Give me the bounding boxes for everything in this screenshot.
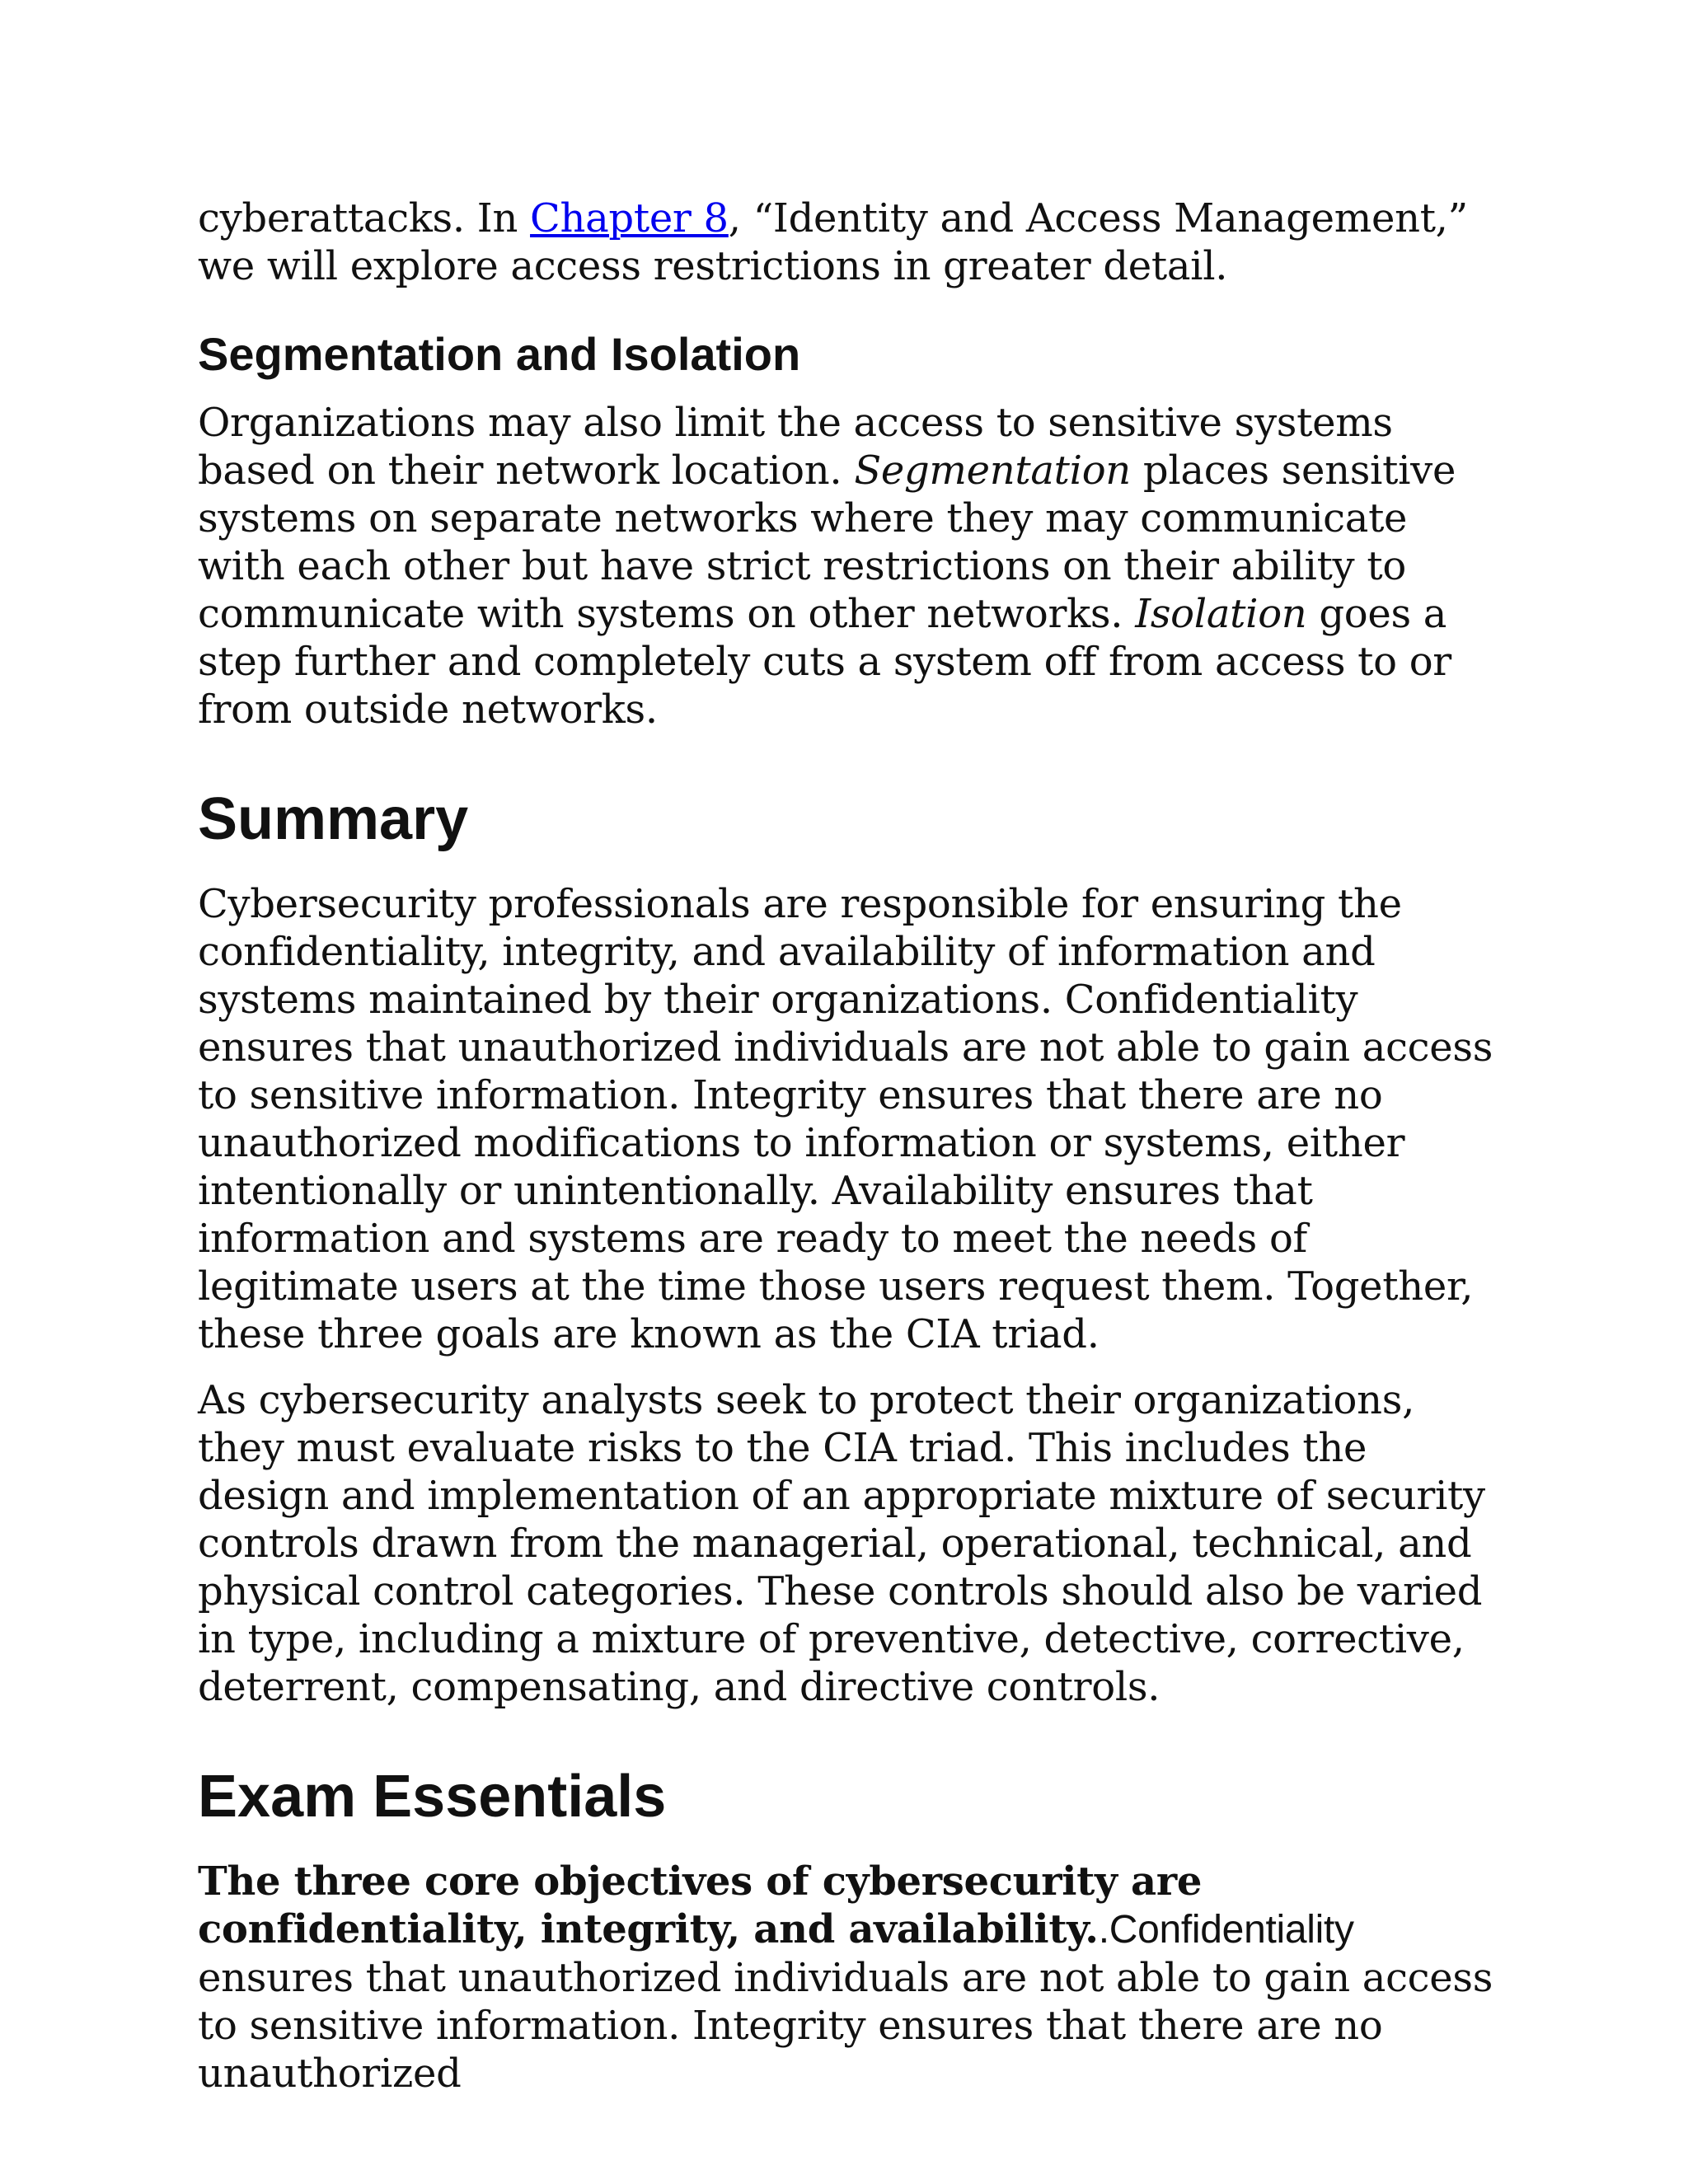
segmentation-text-1: Organizations may also limit the access to sensitive systems based on their network location.	[198, 400, 1393, 494]
exam-essentials-heading: Exam Essentials	[198, 1764, 667, 1830]
summary-paragraph-1: Cybersecurity professionals are responsible for ensuring the confidentiality, integrity, and availability of information and systems maintained by their organizations. Confidentiality ensures that unauthorized individuals are not able to gain access to sensitive information. Integrity ensures that there are no unauthorized modifications to information or systems, either intentionally or unintentionally. Availability ensures that information and systems are ready to meet the needs of legitimate users at the time those users request them. Together, these three goals are known as the CIA triad.	[198, 881, 1493, 1357]
segmentation-heading: Segmentation and Isolation	[198, 328, 801, 380]
segmentation-text-3: goes a step further and completely cuts a system off from access to or from outside networks.	[198, 591, 1451, 733]
summary-heading: Summary	[198, 786, 469, 852]
exam-essentials-lead: The three core objectives of cybersecurity are confidentiality, integrity, and availability.	[198, 1858, 1203, 1952]
page-content	[198, 194, 1500, 2097]
segmentation-paragraph	[198, 399, 1500, 733]
segmentation-term: Segmentation	[854, 448, 1131, 494]
exam-essentials-text: ensures that unauthorized individuals are not able to gain access to sensitive information. Integrity ensures that there are no unauthorized	[198, 1955, 1493, 2097]
chapter-8-link[interactable]: Chapter 8	[530, 195, 729, 241]
segmentation-text-2: places sensitive systems on separate networks where they may communicate with each other but have strict restrictions on their ability to communicate with systems on other networks.	[198, 448, 1456, 637]
intro-text-start: cyberattacks. In	[198, 195, 531, 241]
intro-text-end: , “Identity and Access Management,” we will explore access restrictions in greater detail.	[198, 195, 1468, 289]
isolation-term: Isolation	[1135, 591, 1307, 637]
exam-essentials-run: .Confidentiality	[1098, 1908, 1354, 1952]
exam-essentials-paragraph	[198, 1858, 1500, 2097]
intro-paragraph	[198, 194, 1500, 290]
summary-paragraph-2: As cybersecurity analysts seek to protect their organizations, they must evaluate risks to the CIA triad. This includes the design and implementation of an appropriate mixture of security controls drawn from the managerial, operational, technical, and physical control categories. These controls should also be varied in type, including a mixture of preventive, detective, corrective, deterrent, compensating, and directive controls.	[198, 1377, 1485, 1710]
